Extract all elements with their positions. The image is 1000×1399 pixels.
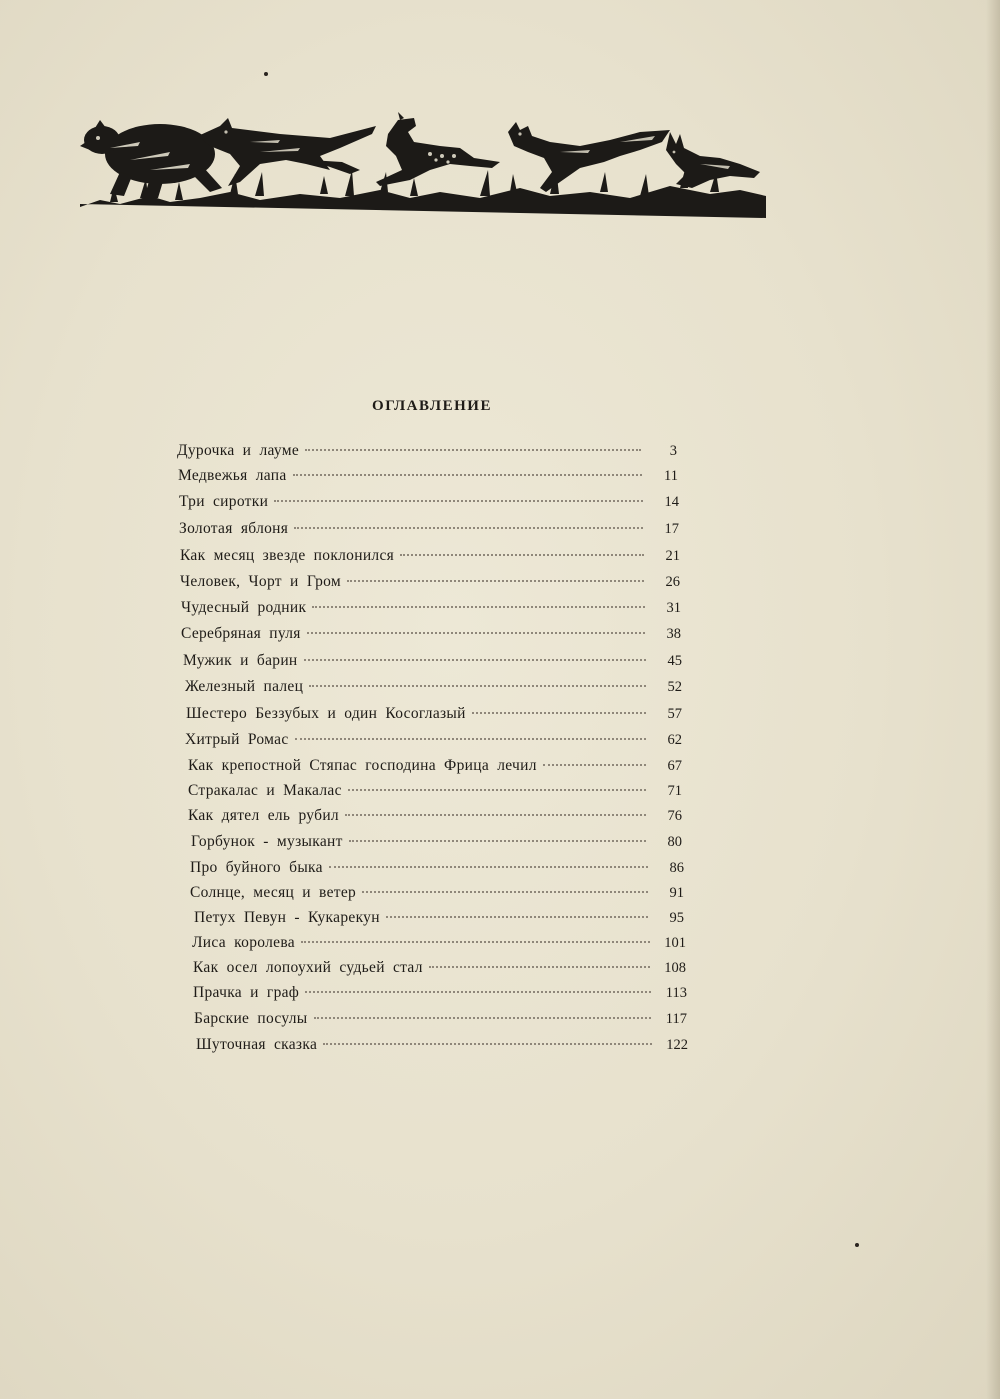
toc-entry-page: 117 bbox=[665, 1011, 687, 1027]
toc-entry-title: Три сиротки bbox=[179, 493, 269, 510]
toc-entry-page: 108 bbox=[664, 960, 686, 976]
dot-leader bbox=[307, 632, 645, 634]
toc-entry bbox=[193, 984, 687, 1006]
toc-entry bbox=[196, 1036, 688, 1058]
toc-entry-title: Человек, Чорт и Гром bbox=[180, 573, 342, 590]
toc-entry-page: 101 bbox=[664, 935, 686, 951]
toc-entry-title: Солнце, месяц и ветер bbox=[190, 884, 357, 901]
dot-leader bbox=[400, 554, 644, 556]
toc-entry bbox=[180, 547, 680, 569]
dot-leader bbox=[349, 840, 646, 842]
toc-entry bbox=[188, 757, 682, 779]
dot-leader bbox=[309, 685, 646, 687]
dot-leader bbox=[345, 814, 646, 816]
toc-entry-title: Серебряная пуля bbox=[181, 625, 301, 642]
dot-leader bbox=[472, 712, 646, 714]
toc-entry-page: 21 bbox=[665, 548, 680, 564]
toc-entry bbox=[179, 493, 679, 515]
toc-entry-title: Петух Певун - Кукарекун bbox=[194, 909, 380, 926]
toc-entry bbox=[181, 625, 681, 647]
toc-entry-page: 67 bbox=[667, 758, 682, 774]
toc-entry-title: Золотая яблоня bbox=[179, 520, 289, 537]
toc-entry bbox=[179, 520, 679, 542]
toc-entry-page: 11 bbox=[664, 468, 678, 484]
dot-leader bbox=[293, 474, 642, 476]
dot-leader bbox=[274, 500, 643, 502]
toc-entry bbox=[193, 959, 686, 981]
dot-leader bbox=[543, 764, 646, 766]
toc-entry-page: 17 bbox=[664, 521, 679, 537]
toc-entry bbox=[190, 884, 684, 906]
dot-leader bbox=[305, 991, 651, 993]
toc-entry bbox=[183, 652, 682, 674]
toc-entry-page: 3 bbox=[669, 443, 677, 459]
toc-entry bbox=[194, 909, 684, 931]
toc-entry-page: 91 bbox=[669, 885, 684, 901]
toc-entry bbox=[191, 833, 682, 855]
toc-entry-title: Медвежья лапа bbox=[178, 467, 287, 484]
toc-entry-title: Как осел лопоухий судьей стал bbox=[193, 959, 423, 976]
toc-entry-page: 80 bbox=[667, 834, 682, 850]
page-title: ОГЛАВЛЕНИЕ bbox=[372, 398, 492, 414]
toc-entry-page: 71 bbox=[667, 783, 682, 799]
toc-entry-title: Барские посулы bbox=[194, 1010, 308, 1027]
toc-entry-title: Железный палец bbox=[185, 678, 304, 695]
dot-leader bbox=[347, 580, 644, 582]
dot-leader bbox=[304, 659, 646, 661]
toc-entry-title: Как дятел ель рубил bbox=[188, 807, 339, 824]
dot-leader bbox=[348, 789, 646, 791]
toc-entry-page: 113 bbox=[665, 985, 687, 1001]
dot-leader bbox=[323, 1043, 652, 1045]
dot-leader bbox=[314, 1017, 651, 1019]
toc-entry-title: Как месяц звезде поклонился bbox=[180, 547, 395, 564]
toc-entry-title: Лиса королева bbox=[192, 934, 295, 951]
dot-leader bbox=[329, 866, 648, 868]
toc-entry-page: 14 bbox=[664, 494, 679, 510]
toc-entry-title: Про буйного быка bbox=[190, 859, 323, 876]
toc-entry-page: 26 bbox=[665, 574, 680, 590]
toc-entry bbox=[186, 705, 682, 727]
dot-leader bbox=[294, 527, 643, 529]
toc-entry bbox=[185, 678, 682, 700]
toc-entry bbox=[192, 934, 686, 956]
toc-entry bbox=[188, 807, 682, 829]
toc-entry bbox=[178, 467, 678, 489]
toc-entry-page: 45 bbox=[667, 653, 682, 669]
toc-entry-title: Как крепостной Стяпас господина Фрица лечил bbox=[188, 757, 537, 774]
toc-entry bbox=[190, 859, 684, 881]
dot-leader bbox=[362, 891, 648, 893]
toc-entry-page: 95 bbox=[669, 910, 684, 926]
dot-leader bbox=[305, 449, 641, 451]
toc-entry-title: Горбунок - музыкант bbox=[191, 833, 343, 850]
toc-entry-title: Дурочка и лауме bbox=[177, 442, 299, 459]
toc-entry bbox=[177, 442, 677, 464]
toc-entry bbox=[180, 573, 680, 595]
toc-entry-title: Прачка и граф bbox=[193, 984, 300, 1001]
toc-entry-title: Шестеро Беззубых и один Косоглазый bbox=[186, 705, 466, 722]
dot-leader bbox=[301, 941, 650, 943]
toc-entry-page: 62 bbox=[667, 732, 682, 748]
toc-entry-page: 86 bbox=[669, 860, 684, 876]
toc-entry bbox=[181, 599, 681, 621]
toc-entry-page: 52 bbox=[667, 679, 682, 695]
toc-entry bbox=[188, 782, 682, 804]
toc-entry-title: Хитрый Ромас bbox=[185, 731, 289, 748]
toc-entry-page: 76 bbox=[667, 808, 682, 824]
toc-entry-page: 38 bbox=[666, 626, 681, 642]
toc-entry-page: 31 bbox=[666, 600, 681, 616]
dot-leader bbox=[312, 606, 645, 608]
dot-leader bbox=[429, 966, 650, 968]
toc-entry bbox=[185, 731, 682, 753]
dot-leader bbox=[386, 916, 648, 918]
toc-entry-title: Шуточная сказка bbox=[196, 1036, 318, 1053]
toc-entry-title: Стракалас и Макалас bbox=[188, 782, 342, 799]
toc-entry-page: 57 bbox=[667, 706, 682, 722]
toc-entry-title: Чудесный родник bbox=[181, 599, 307, 616]
toc-entry-page: 122 bbox=[666, 1037, 688, 1053]
toc-entry bbox=[194, 1010, 687, 1032]
dot-leader bbox=[295, 738, 646, 740]
toc-entry-title: Мужик и барин bbox=[183, 652, 298, 669]
